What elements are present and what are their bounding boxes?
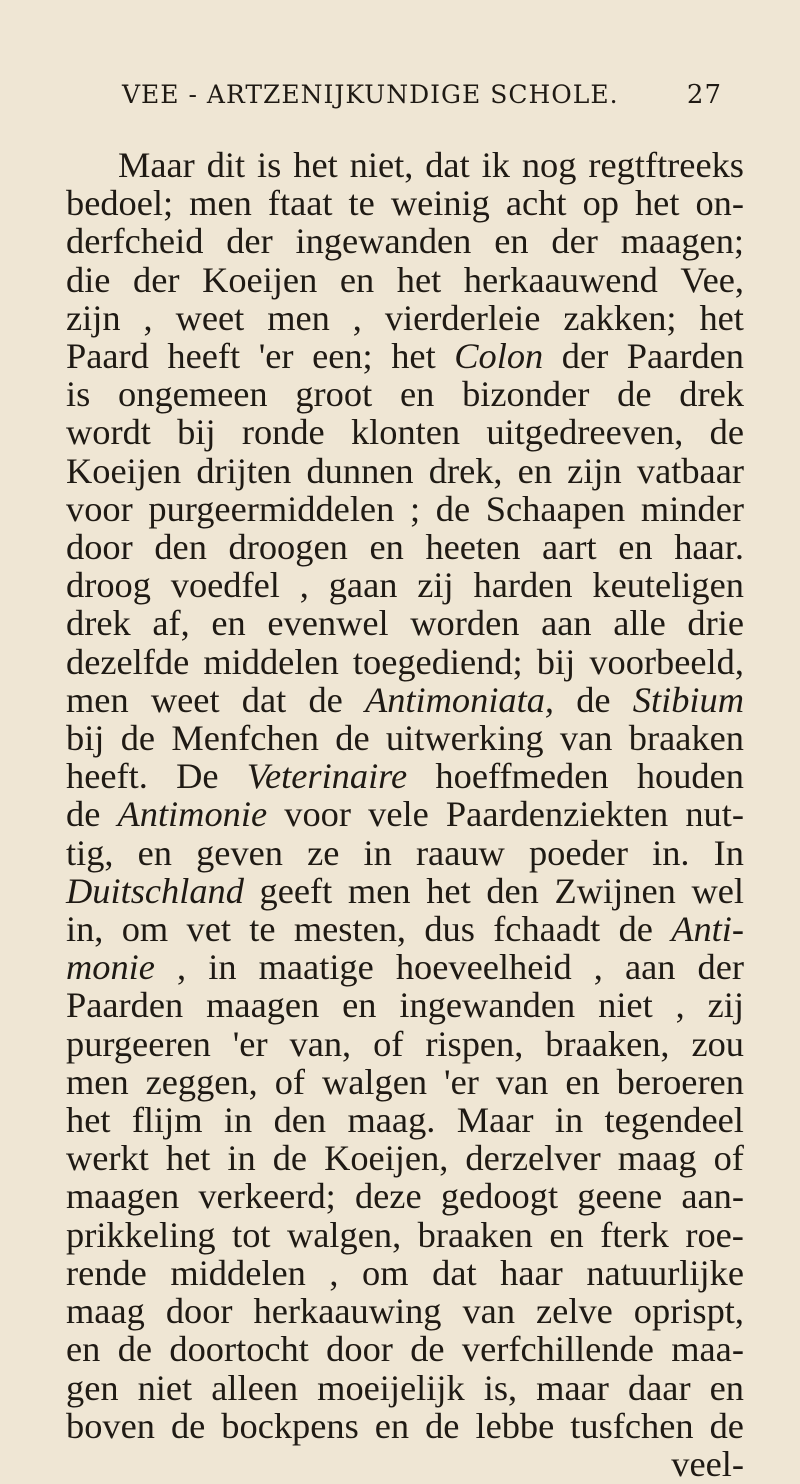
text-line: Maar dit is het niet, dat ik nog regtftreeks <box>118 145 744 185</box>
text-line: de Antimonie voor vele Paardenziekten nut- <box>66 794 744 835</box>
text-line: het flijm in den maag. Maar in tegendeel <box>66 1100 744 1141</box>
text-line: men weet dat de Antimoniata, de Stibium <box>66 679 744 720</box>
body-text <box>66 146 744 1483</box>
text-line: bedoel; men ftaat te weinig acht op het on- <box>66 183 744 224</box>
text-line: tig, en geven ze in raauw poeder in. In <box>66 832 744 873</box>
text-line: die der Koeijen en het herkaauwend Vee, <box>66 259 744 300</box>
text-line: werkt het in de Koeijen, derzelver maag of <box>66 1138 744 1179</box>
text-line: prikkeling tot walgen, braaken en fterk roe- <box>66 1214 744 1255</box>
text-line: Koeijen drijten dunnen drek, en zijn vatbaar <box>66 450 744 491</box>
text-line: bij de Menfchen de uitwerking van braaken <box>66 718 744 759</box>
text-line: droog voedfel , gaan zij harden keuteligen <box>66 565 744 606</box>
text-line: heeft. De Veterinaire hoeffmeden houden <box>66 756 744 797</box>
running-header <box>122 80 722 110</box>
text-line: rende middelen , om dat haar natuurlijke <box>66 1252 744 1293</box>
text-line: wordt bij ronde klonten uitgedreeven, de <box>66 412 744 453</box>
text-line: derfcheid der ingewanden en der maagen; <box>66 221 744 262</box>
text-line: veel- <box>671 1443 744 1484</box>
text-line: maagen verkeerd; deze gedoogt geene aan- <box>66 1176 744 1217</box>
page-number: 27 <box>686 80 722 110</box>
text-line: boven de bockpens en de lebbe tusfchen de <box>66 1405 744 1446</box>
text-line: in, om vet te mesten, dus fchaadt de Anti- <box>66 909 744 950</box>
text-line: Paarden maagen en ingewanden niet , zij <box>66 985 744 1026</box>
text-line: purgeeren 'er van, of rispen, braaken, zou <box>66 1023 744 1064</box>
text-line: door den droogen en heeten aart en haar. <box>66 527 744 568</box>
text-line: Duitschland geeft men het den Zwijnen wel <box>66 870 744 911</box>
text-line: en de doortocht door de verfchillende maa- <box>66 1329 744 1370</box>
text-line: men zeggen, of walgen 'er van en beroeren <box>66 1061 744 1102</box>
text-line: dezelfde middelen toegediend; bij voorbeeld, <box>66 641 744 682</box>
text-line: maag door herkaauwing van zelve oprispt, <box>66 1291 744 1332</box>
text-line: voor purgeermiddelen ; de Schaapen minder <box>66 488 744 529</box>
text-line: is ongemeen groot en bizonder de drek <box>66 374 744 415</box>
text-line: monie , in maatige hoeveelheid , aan der <box>66 947 744 988</box>
text-line: drek af, en evenwel worden aan alle drie <box>66 603 744 644</box>
running-title: VEE - ARTZENIJKUNDIGE SCHOLE. <box>122 80 619 109</box>
text-line: Paard heeft 'er een; het Colon der Paarden <box>66 336 744 377</box>
text-line: gen niet alleen moeijelijk is, maar daar en <box>66 1367 744 1408</box>
text-line: zijn , weet men , vierderleie zakken; het <box>66 297 744 338</box>
